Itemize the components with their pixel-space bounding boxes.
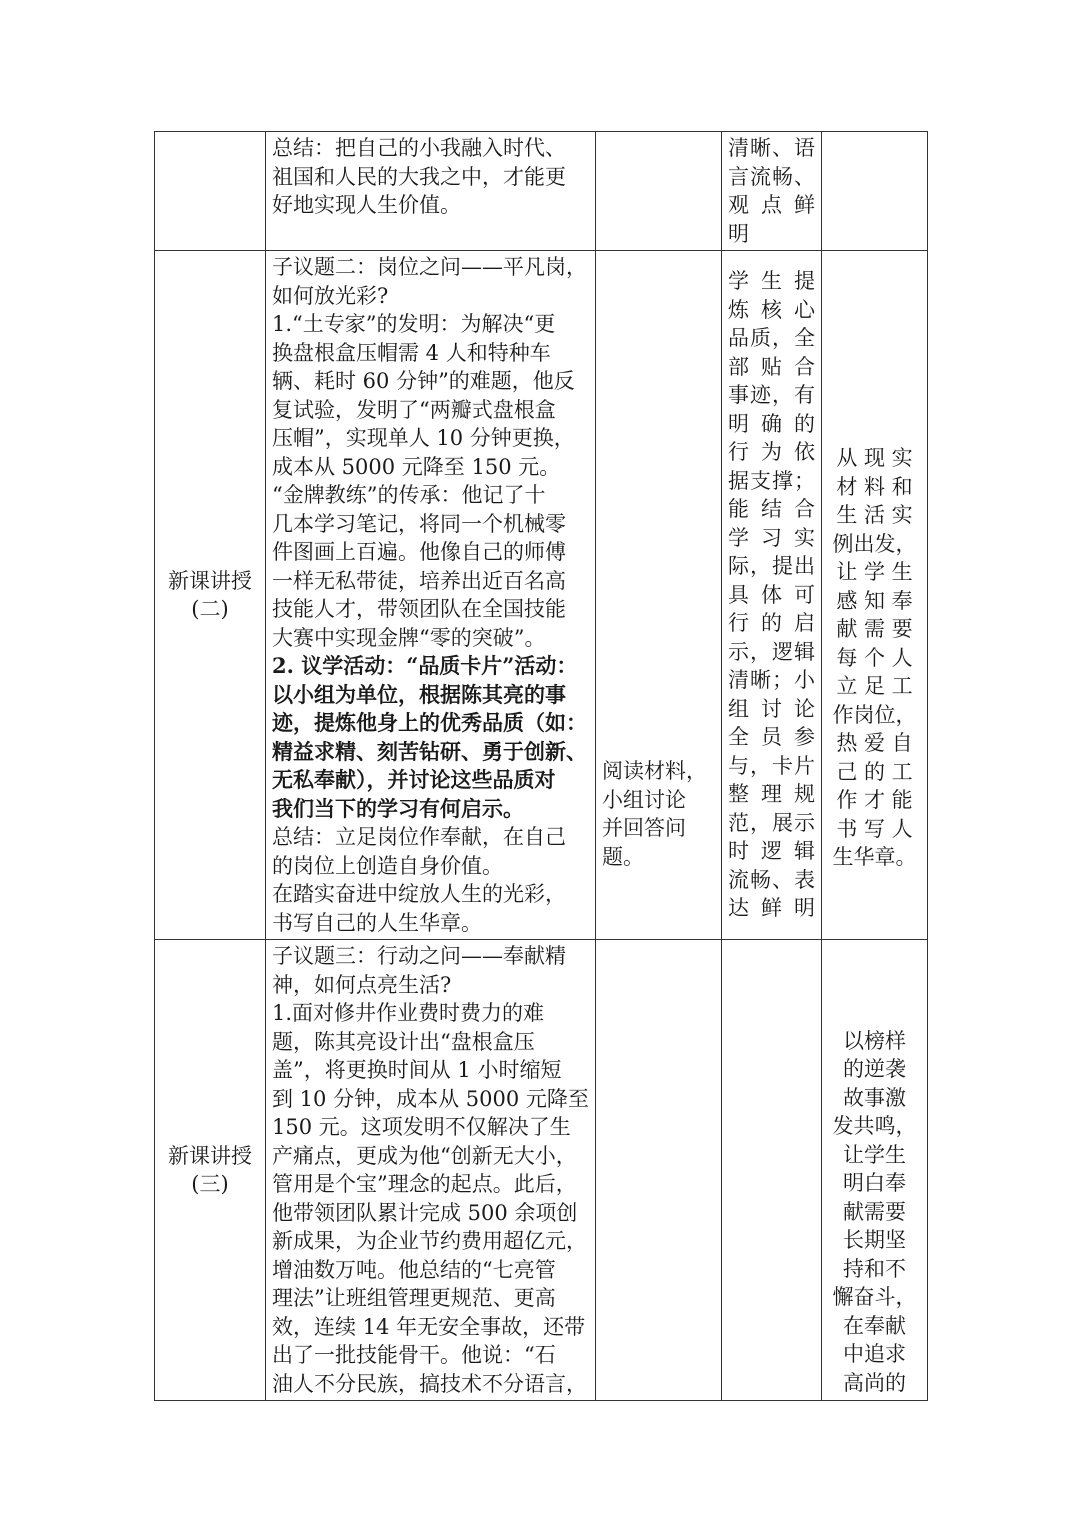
evaluation-cell-line: 明 确 的 xyxy=(728,411,815,436)
content-cell-line: 一样无私带徒，培养出近百名高 xyxy=(272,568,566,593)
activity-cell xyxy=(596,940,722,1401)
content-cell-line: 总结：把自己的小我融入时代、 xyxy=(272,136,566,160)
content-cell-line: 祖国和人民的大我之中，才能更 xyxy=(272,164,566,189)
content-cell-line: 盖”，将更换时间从 1 小时缩短 xyxy=(272,1058,562,1082)
content-cell-line: 管用是个宝”理念的起点。此后， xyxy=(272,1172,577,1196)
content-cell-line: 如何放光彩? xyxy=(272,283,389,308)
evaluation-cell-line: 范，展示 xyxy=(728,810,815,835)
content-cell xyxy=(266,940,596,1401)
activity-cell xyxy=(596,132,722,251)
content-cell-line: 件图画上百遍。他像自己的师傅 xyxy=(272,540,566,564)
evaluation-cell-line: 清晰、语 xyxy=(728,136,815,160)
content-cell-line: 以小组为单位，根据陈其亮的事 xyxy=(272,681,566,707)
content-cell-line: 1.面对修井作业费时费力的难 xyxy=(272,1001,545,1025)
intent-cell-line: 从 现 实 xyxy=(836,446,913,471)
content-cell-line: 2. 议学活动：“品质卡片”活动： xyxy=(272,653,578,678)
evaluation-cell-line: 品质，全 xyxy=(728,326,815,350)
content-cell-line: 150 元。这项发明不仅解决了生 xyxy=(272,1115,571,1139)
table-row xyxy=(155,132,928,251)
content-cell-line: 大赛中实现金牌“零的突破”。 xyxy=(272,625,546,650)
lesson-plan-table xyxy=(154,131,928,1401)
table-body xyxy=(155,132,928,1401)
intent-cell-line: 书 写 人 xyxy=(836,816,913,841)
intent-cell-line: 生华章。 xyxy=(832,845,917,870)
stage-cell xyxy=(155,940,266,1401)
intent-cell-line: 明白奉 xyxy=(843,1171,906,1196)
content-cell-line: 增油数万吨。他总结的“七亮管 xyxy=(272,1257,556,1282)
intent-cell-line: 感 知 奉 xyxy=(836,588,913,613)
content-cell-line: 理法”让班组管理更规范、更高 xyxy=(272,1286,556,1310)
content-cell-line: 总结：立足岗位作奉献，在自己 xyxy=(272,825,566,849)
activity-cell-line: 题。 xyxy=(602,844,644,869)
intent-cell-line: 热 爱 自 xyxy=(836,731,913,756)
evaluation-cell-line: 行 的 启 xyxy=(728,611,815,635)
intent-cell-line: 让 学 生 xyxy=(836,560,913,585)
intent-cell-line: 材 料 和 xyxy=(836,474,913,499)
stage-cell xyxy=(155,251,266,940)
content-cell-line: 出了一批技能骨干。他说：“石 xyxy=(272,1343,556,1367)
content-cell-line: 复试验，发明了“两瓣式盘根盒 xyxy=(272,397,556,422)
intent-cell-line: 每 个 人 xyxy=(836,645,913,670)
content-cell-line: 成本从 5000 元降至 150 元。 xyxy=(272,454,561,479)
stage-cell-line: 新课讲授 xyxy=(168,568,252,593)
evaluation-cell-line: 据支撑； xyxy=(728,468,815,493)
evaluation-cell-line: 与，卡片 xyxy=(728,753,815,778)
table-row xyxy=(155,251,928,940)
content-cell-line: 我们当下的学习有何启示。 xyxy=(272,795,524,821)
intent-cell-line: 以榜样 xyxy=(843,1028,906,1053)
intent-cell xyxy=(822,132,928,251)
evaluation-cell-line: 事迹，有 xyxy=(728,383,815,407)
evaluation-cell xyxy=(722,251,822,940)
intent-cell-line: 在奉献 xyxy=(843,1313,906,1338)
intent-cell-line: 的逆袭 xyxy=(843,1057,906,1082)
stage-cell-line: (三) xyxy=(191,1172,229,1196)
content-cell-line: 1.“土专家”的发明：为解决“更 xyxy=(272,312,556,336)
evaluation-cell-line: 学 习 实 xyxy=(728,525,815,550)
intent-cell-line: 作 才 能 xyxy=(836,788,913,813)
stage-cell xyxy=(155,132,266,251)
content-cell-line: 技能人才，带领团队在全国技能 xyxy=(272,597,566,621)
activity-cell-line: 并回答问 xyxy=(602,816,686,840)
evaluation-cell-line: 清晰；小 xyxy=(728,668,815,692)
activity-cell-line: 小组讨论 xyxy=(602,787,686,812)
evaluation-cell xyxy=(722,132,822,251)
evaluation-cell-line: 炼 核 心 xyxy=(728,297,815,322)
stage-cell-line: 新课讲授 xyxy=(168,1143,252,1168)
intent-cell-line: 例出发， xyxy=(832,531,917,556)
intent-cell-line: 让学生 xyxy=(843,1142,906,1167)
content-cell-line: 好地实现人生价值。 xyxy=(272,193,461,217)
content-cell-line: 在踏实奋进中绽放人生的光彩， xyxy=(272,882,566,906)
content-cell-line: 无私奉献），并讨论这些品质对 xyxy=(272,767,556,792)
intent-cell xyxy=(822,940,928,1401)
evaluation-cell-line: 学 生 提 xyxy=(728,269,815,293)
intent-cell-line: 持和不 xyxy=(843,1256,906,1281)
content-cell-line: 的岗位上创造自身价值。 xyxy=(272,853,503,878)
intent-cell-line: 己 的 工 xyxy=(836,759,913,784)
evaluation-cell-line: 部 贴 合 xyxy=(728,354,815,379)
intent-cell-line: 生 活 实 xyxy=(836,503,913,528)
intent-cell-line: 懈奋斗， xyxy=(832,1285,917,1310)
content-cell-line: 精益求精、刻苦钻研、勇于创新、 xyxy=(272,738,587,764)
content-cell-line: 换盘根盒压帽需 4 人和特种车 xyxy=(272,340,551,365)
intent-cell-line: 故事激 xyxy=(843,1085,906,1110)
evaluation-cell-line: 观 点 鲜 xyxy=(728,193,815,217)
evaluation-cell-line: 流畅、表 xyxy=(728,867,815,892)
intent-cell-line: 长期坚 xyxy=(843,1228,906,1253)
evaluation-cell-line: 言流畅、 xyxy=(728,164,815,189)
content-cell-line: 效，连续 14 年无安全事故，还带 xyxy=(272,1314,586,1339)
intent-cell-line: 献需要 xyxy=(843,1199,906,1224)
content-cell-line: 压帽”，实现单人 10 分钟更换， xyxy=(272,426,575,450)
intent-cell-line: 高尚的 xyxy=(843,1370,906,1395)
content-cell-line: 子议题三：行动之问——奉献精 xyxy=(272,944,566,968)
evaluation-cell-line: 全 员 参 xyxy=(728,725,815,749)
evaluation-cell-line: 示，逻辑 xyxy=(728,639,815,664)
content-cell-line: 新成果，为企业节约费用超亿元， xyxy=(272,1229,587,1253)
evaluation-cell xyxy=(722,940,822,1401)
evaluation-cell-line: 整 理 规 xyxy=(728,782,815,806)
intent-cell-line: 献 需 要 xyxy=(836,617,913,642)
activity-cell-line: 阅读材料， xyxy=(602,759,707,783)
content-cell-line: 书写自己的人生华章。 xyxy=(272,910,482,935)
evaluation-cell-line: 行 为 依 xyxy=(728,440,815,464)
content-cell-line: 辆、耗时 60 分钟”的难题，他反 xyxy=(272,369,575,393)
content-cell-line: 题，陈其亮设计出“盘根盒压 xyxy=(272,1029,535,1054)
content-cell-line: 迹，提炼他身上的优秀品质（如： xyxy=(272,710,587,735)
content-cell-line: 油人不分民族，搞技术不分语言， xyxy=(272,1371,587,1396)
evaluation-cell-line: 具 体 可 xyxy=(728,582,815,607)
content-cell-line: 产痛点，更成为他“创新无大小， xyxy=(272,1143,577,1168)
evaluation-cell-line: 能 结 合 xyxy=(728,497,815,521)
stage-cell-line: (二) xyxy=(191,597,229,621)
evaluation-cell-line: 达鲜明 xyxy=(728,896,815,920)
content-cell-line: “金牌教练”的传承：他记了十 xyxy=(272,483,546,507)
content-cell-line: 神，如何点亮生活? xyxy=(272,972,452,997)
intent-cell-line: 立 足 工 xyxy=(836,674,913,699)
evaluation-cell-line: 际，提出 xyxy=(728,554,815,578)
content-cell-line: 到 10 分钟，成本从 5000 元降至 xyxy=(272,1086,589,1111)
evaluation-cell-line: 组 讨 论 xyxy=(728,696,815,721)
content-cell xyxy=(266,132,596,251)
evaluation-cell-line: 时 逻 辑 xyxy=(728,839,815,863)
content-cell xyxy=(266,251,596,940)
intent-cell-line: 作岗位， xyxy=(832,702,917,727)
content-cell-line: 几本学习笔记，将同一个机械零 xyxy=(272,511,566,536)
evaluation-cell-line: 明 xyxy=(728,221,749,246)
intent-cell xyxy=(822,251,928,940)
activity-cell xyxy=(596,251,722,940)
table-row xyxy=(155,940,928,1401)
intent-cell-line: 中追求 xyxy=(843,1342,906,1367)
content-cell-line: 子议题二：岗位之问——平凡岗， xyxy=(272,255,587,279)
intent-cell-line: 发共鸣， xyxy=(832,1114,917,1139)
content-cell-line: 他带领团队累计完成 500 余项创 xyxy=(272,1200,578,1225)
